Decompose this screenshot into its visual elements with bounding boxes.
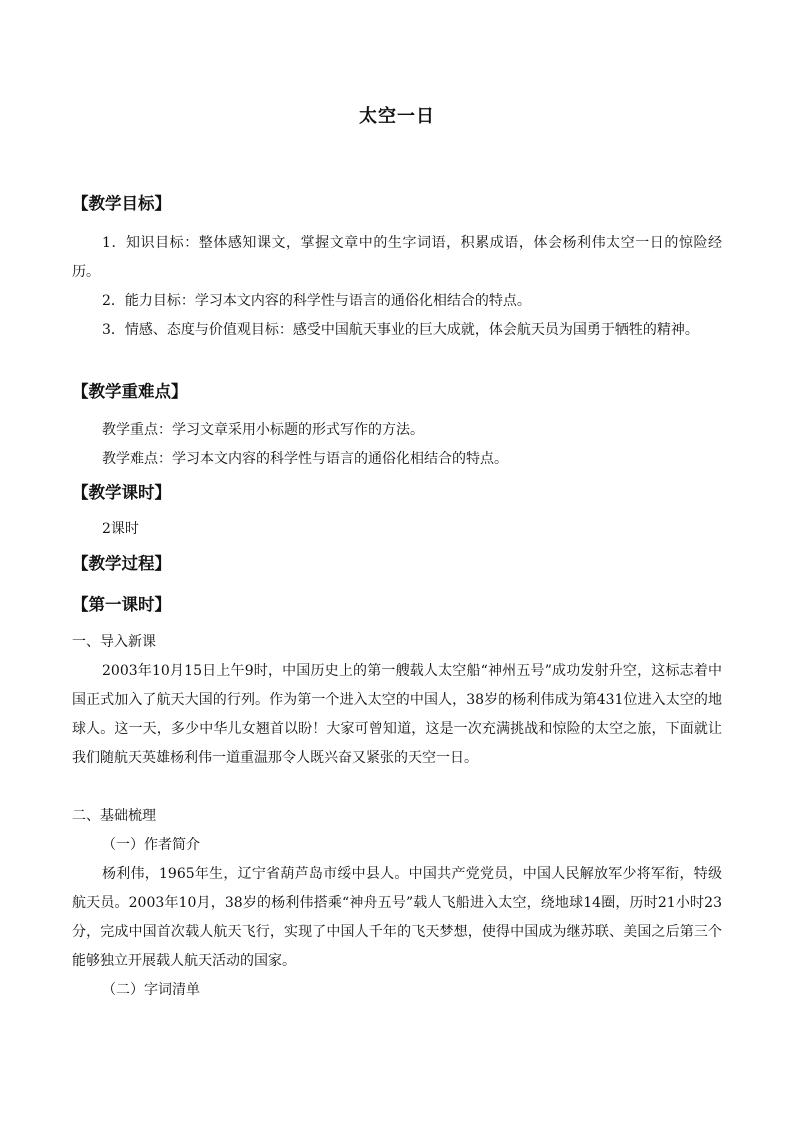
document-title: 太空一日 — [359, 106, 435, 127]
class-hours-value: 2课时 — [102, 521, 139, 537]
goal-emotion: 3．情感、态度与价值观目标：感受中国航天事业的巨大成就，体会航天员为国勇于牺牲的精神。 — [102, 322, 699, 338]
first-lesson-heading: 【第一课时】 — [72, 595, 171, 614]
part-intro-heading: 一、导入新课 — [72, 634, 156, 650]
goal-knowledge: 1．知识目标：整体感知课文，掌握文章中的生字词语，积累成语，体会杨利伟太空一日的惊险经历。 — [72, 235, 722, 280]
teaching-goals-heading: 【教学目标】 — [72, 194, 171, 213]
author-paragraph: 杨利伟，1965年生，辽宁省葫芦岛市绥中县人。中国共产党党员，中国人民解放军少将军衔，特级航天员。2003年10月，38岁的杨利伟搭乘“神舟五号”载人飞船进入太空，绕地球14圈，历时21小时23分，完成中国首次载人航天飞行，实现了中国人千年的飞天梦想，使得中国成为继苏联、美国之后第三个能够独立开展载人航天活动的国家。 — [72, 866, 722, 969]
goal-ability: 2．能力目标：学习本文内容的科学性与语言的通俗化相结合的特点。 — [102, 293, 531, 309]
author-intro-subheading: （一）作者简介 — [102, 837, 200, 853]
difficult-point: 教学难点：学习本文内容的科学性与语言的通俗化相结合的特点。 — [102, 451, 508, 467]
key-point: 教学重点：学习文章采用小标题的形式写作的方法。 — [102, 422, 424, 438]
key-points-heading: 【教学重难点】 — [72, 382, 188, 401]
intro-paragraph: 2003年10月15日上午9时，中国历史上的第一艘载人太空船“神州五号”成功发射升空，这标志着中国正式加入了航天大国的行列。作为第一个进入太空的中国人，38岁的杨利伟成为第431位进入太空的地球人。这一天，多少中华儿女翘首以盼！大家可曾知道，这是一次充满挑战和惊险的太空之旅，下面就让我们随航天英雄杨利伟一道重温那令人既兴奋又紧张的天空一日。 — [72, 663, 722, 766]
class-hours-heading: 【教学课时】 — [72, 483, 171, 502]
vocabulary-subheading: （二）字词清单 — [102, 982, 200, 998]
teaching-process-heading: 【教学过程】 — [72, 554, 171, 573]
part-basics-heading: 二、基础梳理 — [72, 808, 156, 824]
